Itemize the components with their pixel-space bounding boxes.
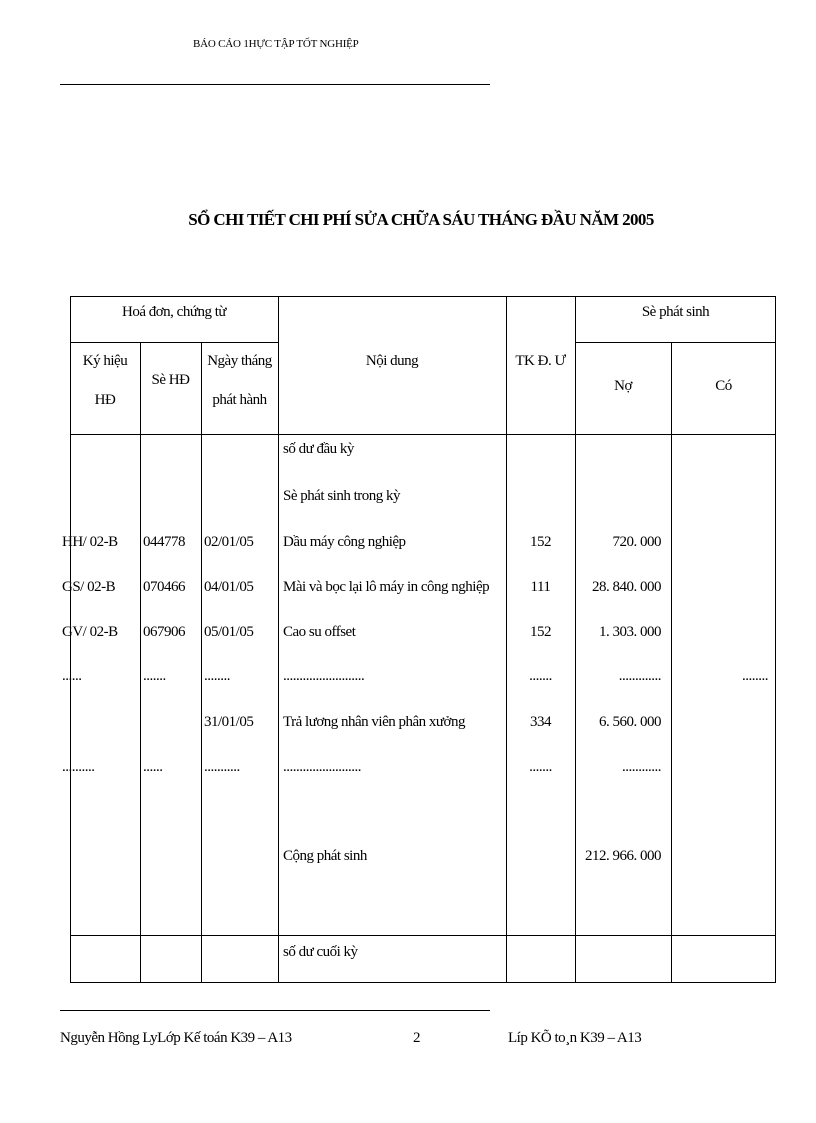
header-content: Nội dung xyxy=(365,353,419,369)
row-6-date: 31/01/05 xyxy=(204,714,254,730)
footer-page-number: 2 xyxy=(413,1030,420,1046)
row-2-account: 152 xyxy=(530,534,551,550)
row-3-account: 111 xyxy=(530,579,551,595)
col-divider-number xyxy=(201,342,202,983)
row-5-credit: ........ xyxy=(742,668,768,684)
row-5-debit: ............. xyxy=(618,668,661,684)
col-divider-date xyxy=(278,296,279,983)
row-arising-content: Sè phát sinh trong kỳ xyxy=(283,488,400,504)
row-2-debit: 720. 000 xyxy=(612,534,661,550)
row-7-debit: ............ xyxy=(622,759,661,775)
row-2-content: Dầu máy công nghiệp xyxy=(283,534,406,550)
header-rule xyxy=(60,84,490,85)
row-4-number: 067906 xyxy=(143,624,185,640)
row-4-content: Cao su offset xyxy=(283,624,356,640)
header-group-divider-right xyxy=(575,342,776,343)
row-3-debit: 28. 840. 000 xyxy=(592,579,661,595)
page-header: BÁO CÁO 1HỰC TẬP TỐT NGHIỆP xyxy=(193,38,359,50)
row-3-number: 070466 xyxy=(143,579,185,595)
row-7-number: ...... xyxy=(143,759,163,775)
row-2-date: 02/01/05 xyxy=(204,534,254,550)
row-7-symbol: .......... xyxy=(62,759,95,775)
header-debit: Nợ xyxy=(614,378,632,394)
row-4-symbol: GV/ 02-B xyxy=(62,624,118,640)
header-symbol-line1: Ký hiệu xyxy=(82,353,128,369)
header-group-divider-left xyxy=(70,342,278,343)
header-amount-group: Sè phát sinh xyxy=(641,304,710,320)
row-total-content: Cộng phát sinh xyxy=(283,848,367,864)
header-date-line2: phát hành xyxy=(212,392,267,408)
footer-rule xyxy=(60,1010,490,1011)
header-date-line1: Ngày tháng xyxy=(207,353,272,369)
row-opening-content: số dư đầu kỳ xyxy=(283,441,354,457)
row-4-debit: 1. 303. 000 xyxy=(599,624,661,640)
col-divider-symbol xyxy=(140,342,141,983)
row-5-symbol: ...... xyxy=(62,668,82,684)
document-title: SỔ CHI TIẾT CHI PHÍ SỬA CHỮA SÁU THÁNG ĐẦU NĂM 2005 xyxy=(188,210,654,229)
row-7-date: ........... xyxy=(204,759,240,775)
row-5-content: ......................... xyxy=(283,668,365,684)
ledger-table xyxy=(62,296,776,983)
row-3-symbol: GS/ 02-B xyxy=(62,579,116,595)
row-6-content: Trả lương nhân viên phân xưởng xyxy=(283,714,465,730)
row-2-number: 044778 xyxy=(143,534,185,550)
row-5-account: ....... xyxy=(529,668,552,684)
header-account: TK Đ. Ư xyxy=(515,353,566,369)
header-symbol-line2: HĐ xyxy=(94,392,116,408)
col-divider-debit xyxy=(671,342,672,983)
row-4-date: 05/01/05 xyxy=(204,624,254,640)
row-5-date: ........ xyxy=(204,668,230,684)
header-credit: Có xyxy=(715,378,732,394)
row-4-account: 152 xyxy=(530,624,551,640)
row-3-content: Mài và bọc lại lô máy in công nghiệp xyxy=(283,579,490,595)
row-total-debit: 212. 966. 000 xyxy=(585,848,661,864)
row-7-account: ....... xyxy=(529,759,552,775)
row-6-account: 334 xyxy=(530,714,551,730)
row-5-number: ....... xyxy=(143,668,166,684)
header-number: Sè HĐ xyxy=(151,372,190,388)
row-2-symbol: HH/ 02-B xyxy=(62,534,118,550)
row-closing-content: số dư cuối kỳ xyxy=(283,944,358,960)
footer-class: Líp KÕ to¸n K39 – A13 xyxy=(508,1030,642,1046)
row-7-content: ........................ xyxy=(283,759,361,775)
row-6-debit: 6. 560. 000 xyxy=(599,714,661,730)
header-invoice-group: Hoá đơn, chứng từ xyxy=(121,304,226,320)
row-3-date: 04/01/05 xyxy=(204,579,254,595)
footer-author: Nguyễn Hồng LyLớp Kế toán K39 – A13 xyxy=(60,1030,292,1046)
